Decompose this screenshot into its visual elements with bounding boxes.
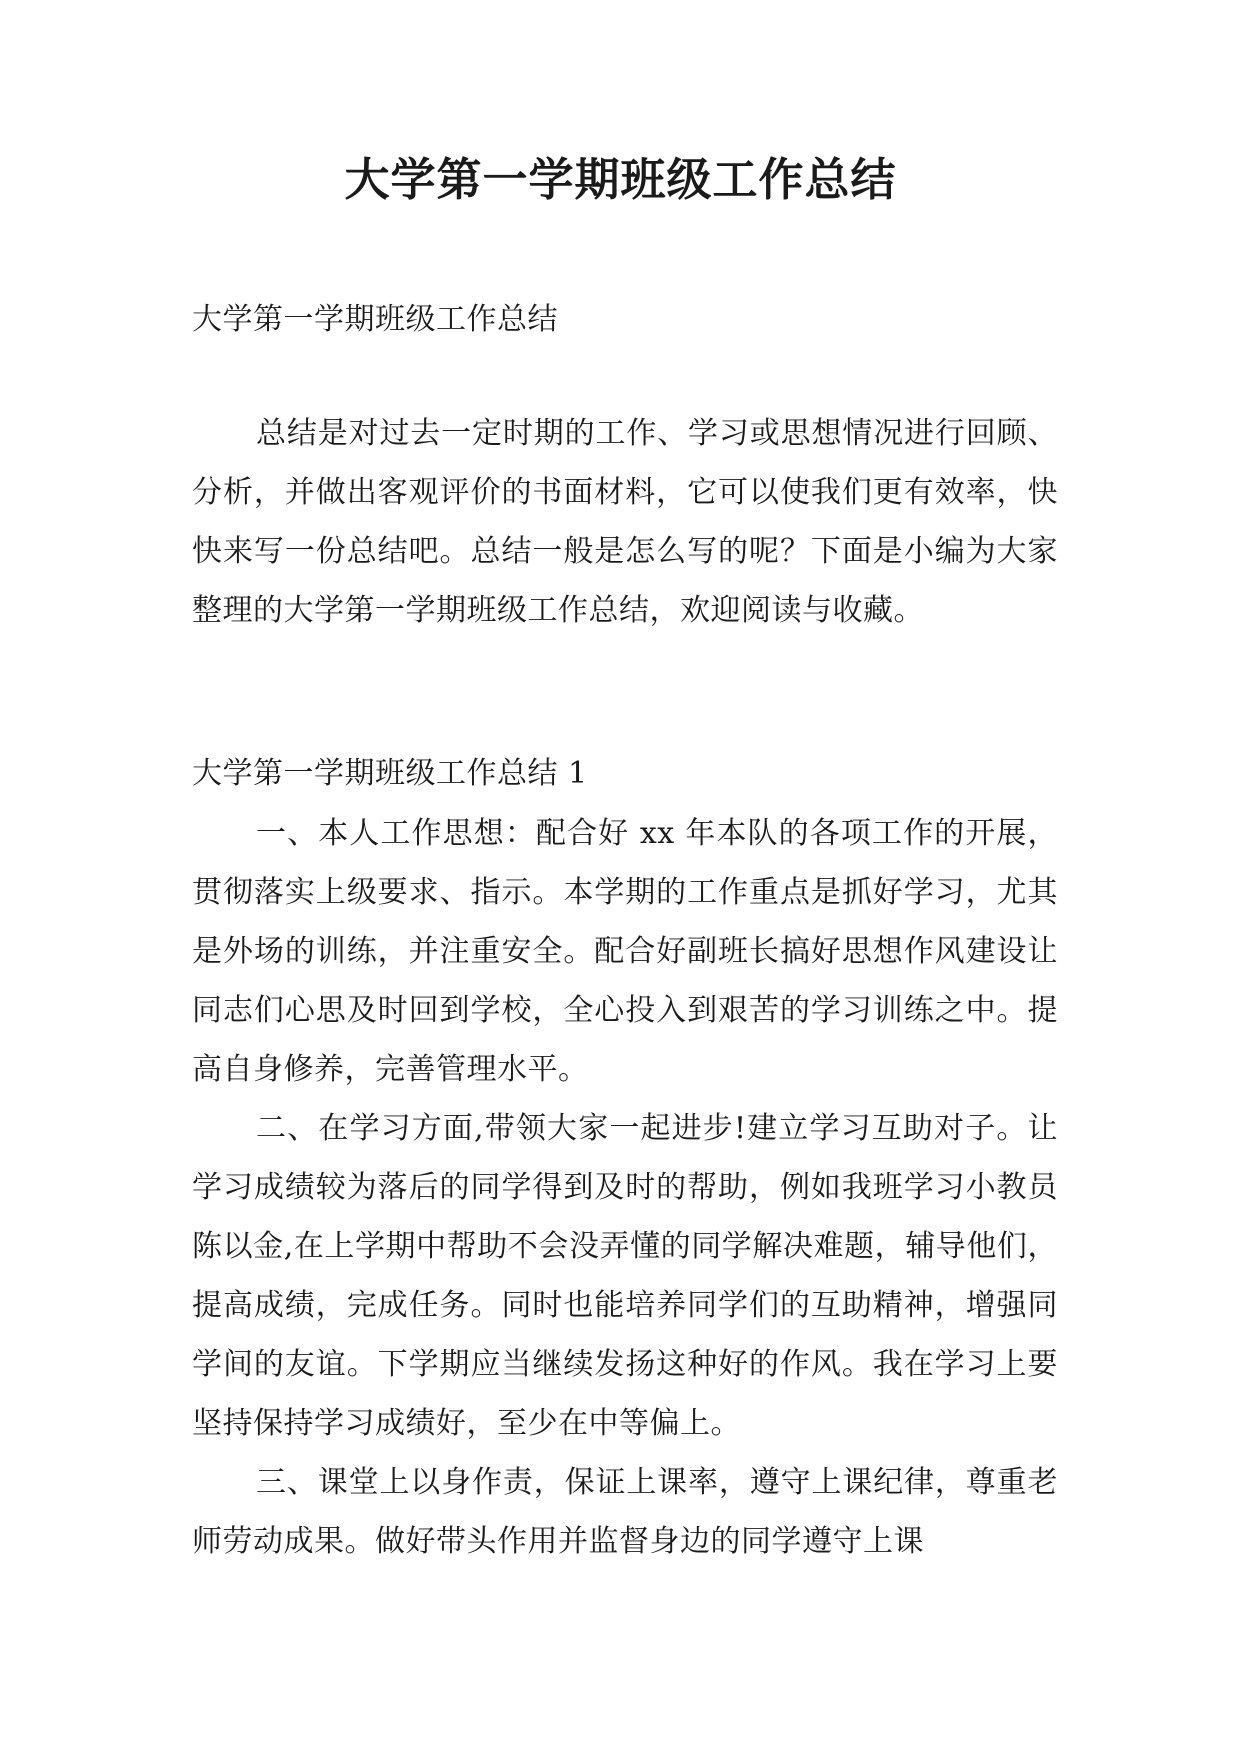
intro-paragraph: 总结是对过去一定时期的工作、学习或思想情况进行回顾、分析，并做出客观评价的书面材料，它可以使我们更有效率，快快来写一份总结吧。总结一般是怎么写的呢？下面是小编为大家整理的大学第一学期班级工作总结，欢迎阅读与收藏。 bbox=[192, 416, 1058, 628]
document-subtitle: 大学第一学期班级工作总结 bbox=[192, 302, 558, 337]
paragraph-1: 一、本人工作思想：配合好 xx 年本队的各项工作的开展，贯彻落实上级要求、指示。本学期的工作重点是抓好学习，尤其是外场的训练，并注重安全。配合好副班长搞好思想作风建设让同志们心思及时回到学校，全心投入到艰苦的学习训练之中。提高自身修养，完善管理水平。 bbox=[192, 816, 1058, 1087]
paragraph-2: 二、在学习方面,带领大家一起进步!建立学习互助对子。让学习成绩较为落后的同学得到及时的帮助，例如我班学习小教员陈以金,在上学期中帮助不会没弄懂的同学解决难题，辅导他们，提高成绩，完成任务。同时也能培养同学们的互助精神，增强同学间的友谊。下学期应当继续发扬这种好的作风。我在学习上要坚持保持学习成绩好，至少在中等偏上。 bbox=[192, 1111, 1058, 1441]
section-heading: 大学第一学期班级工作总结 1 bbox=[192, 756, 588, 791]
document-title: 大学第一学期班级工作总结 bbox=[344, 153, 897, 206]
section-body bbox=[192, 804, 1058, 1571]
paragraph-3: 三、课堂上以身作责，保证上课率，遵守上课纪律，尊重老师劳动成果。做好带头作用并监督身边的同学遵守上课 bbox=[192, 1465, 1058, 1559]
